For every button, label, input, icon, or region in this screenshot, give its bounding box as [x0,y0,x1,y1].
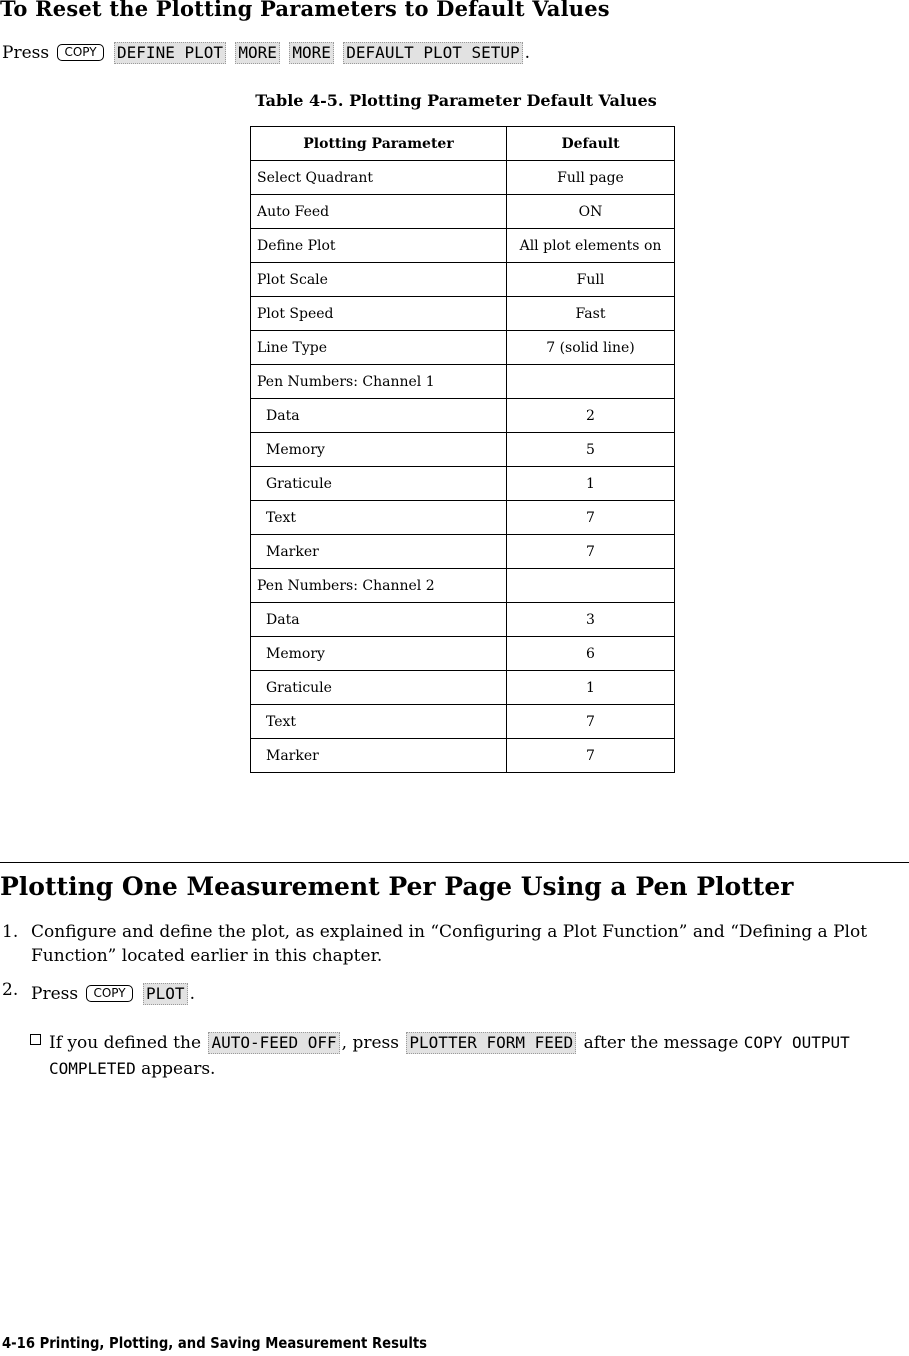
parameter-cell: Text [251,501,507,535]
table-row [251,263,675,297]
reset-instruction [2,42,530,64]
column-header: Default [507,127,675,161]
define-plot-softkey: DEFINE PLOT [114,42,226,64]
default-cell: 7 [507,535,675,569]
default-cell [507,365,675,399]
table-row [251,433,675,467]
copy-hardkey: COPY [57,44,103,61]
table-title: Table 4-5. Plotting Parameter Default Values [255,91,657,110]
table-row [251,297,675,331]
default-cell: All plot elements on [507,229,675,263]
note-part: If you defined the [49,1033,202,1053]
note-part: , press [341,1033,399,1053]
default-cell: 1 [507,467,675,501]
table-row [251,161,675,195]
table-row [251,603,675,637]
sentence-end: . [524,43,531,63]
plotting-defaults-table [250,126,675,773]
parameter-cell: Pen Numbers: Channel 1 [251,365,507,399]
auto-feed-off-softkey: AUTO-FEED OFF [208,1032,339,1054]
step-number: 2. [2,980,19,1000]
table-row [251,739,675,773]
section-title-reset: To Reset the Plotting Parameters to Default Values [0,0,610,21]
table-header-row [251,127,675,161]
default-cell: 6 [507,637,675,671]
sentence-end: . [189,984,195,1004]
parameter-cell: Auto Feed [251,195,507,229]
default-cell: Fast [507,297,675,331]
column-header: Plotting Parameter [251,127,507,161]
parameter-cell: Text [251,705,507,739]
table-row [251,535,675,569]
default-cell: Full page [507,161,675,195]
table-row [251,229,675,263]
table-row [251,399,675,433]
default-cell: 7 (solid line) [507,331,675,365]
table-row [251,501,675,535]
plotter-form-feed-softkey: PLOTTER FORM FEED [406,1032,576,1054]
parameter-cell: Data [251,399,507,433]
default-cell: 1 [507,671,675,705]
parameter-cell: Marker [251,535,507,569]
copy-hardkey: COPY [86,985,132,1002]
message-text: COPY OUTPUT COMPLETED [49,1033,850,1078]
default-cell: 5 [507,433,675,467]
more-softkey: MORE [289,42,334,64]
plot-softkey: PLOT [143,983,188,1005]
table-row [251,195,675,229]
default-cell: 7 [507,501,675,535]
step-1 [2,920,907,970]
step-text [31,982,907,1006]
section-title-plotting: Plotting One Measurement Per Page Using a Pen Plotter [0,872,794,901]
step-number: 1. [2,922,19,942]
parameter-cell: Define Plot [251,229,507,263]
default-cell: 7 [507,705,675,739]
parameter-cell: Marker [251,739,507,773]
parameter-cell: Plot Speed [251,297,507,331]
press-label: Press [31,984,79,1004]
default-cell: 7 [507,739,675,773]
note-part: after the message [583,1033,739,1053]
default-cell: 3 [507,603,675,637]
page-footer: 4-16 Printing, Plotting, and Saving Measurement Results [2,1334,428,1352]
press-label: Press [2,43,50,63]
table-row [251,637,675,671]
step-text: Configure and define the plot, as explained in “Configuring a Plot Function” and “Defining a Plot Function” located earlier in this chapter. [31,922,868,966]
table-row [251,569,675,603]
table-row [251,705,675,739]
default-plot-setup-softkey: DEFAULT PLOT SETUP [343,42,522,64]
parameter-cell: Plot Scale [251,263,507,297]
parameter-cell: Memory [251,433,507,467]
note-square-icon [30,1034,41,1045]
default-cell [507,569,675,603]
parameter-cell: Graticule [251,467,507,501]
default-cell: Full [507,263,675,297]
parameter-cell: Graticule [251,671,507,705]
table-row [251,671,675,705]
default-cell: 2 [507,399,675,433]
parameter-cell: Line Type [251,331,507,365]
step-2 [2,982,907,1008]
more-softkey: MORE [235,42,280,64]
section-divider [0,862,909,863]
parameter-cell: Memory [251,637,507,671]
note-part: appears. [141,1059,216,1079]
default-cell: ON [507,195,675,229]
parameter-cell: Data [251,603,507,637]
table-row [251,467,675,501]
parameter-cell: Select Quadrant [251,161,507,195]
parameter-cell: Pen Numbers: Channel 2 [251,569,507,603]
table-row [251,331,675,365]
table-row [251,365,675,399]
note-text [49,1030,899,1082]
